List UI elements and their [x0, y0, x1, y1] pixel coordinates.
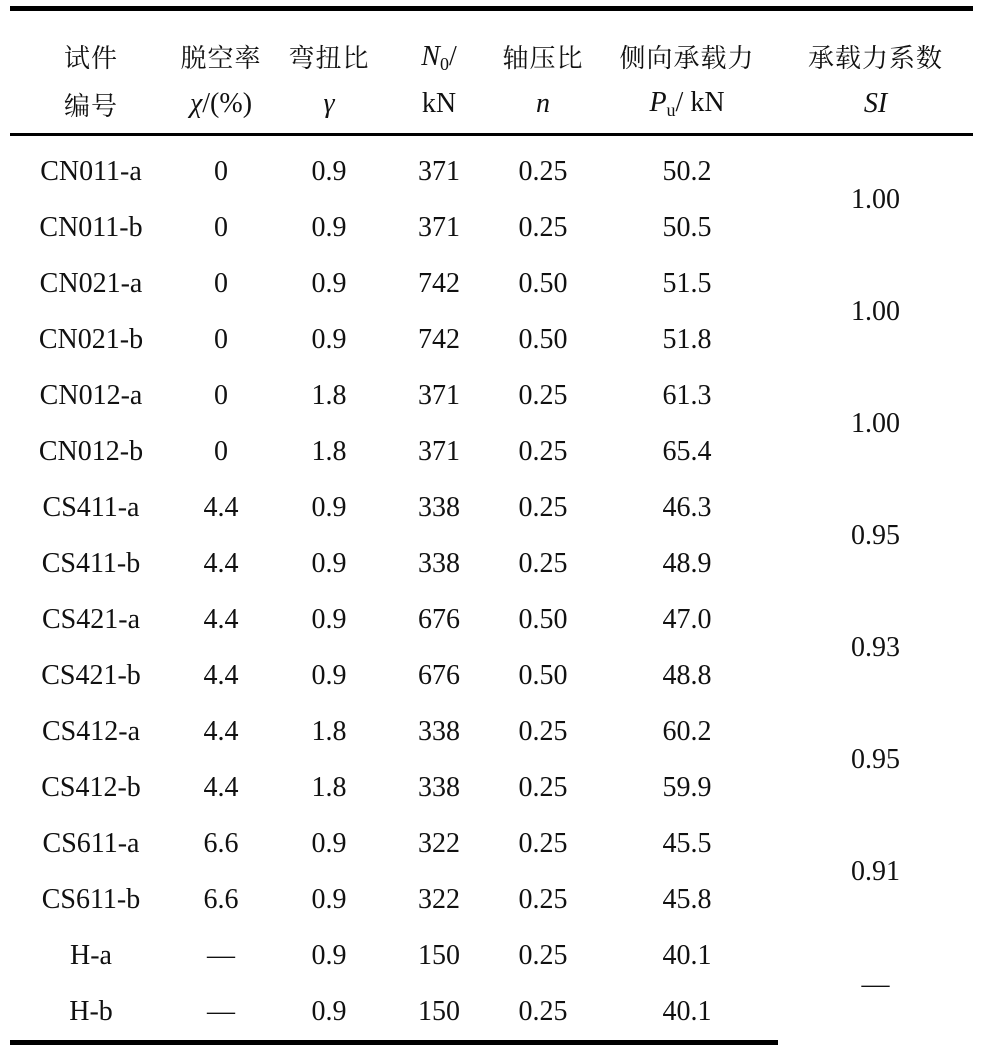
- header-n0-subscript: 0: [439, 54, 449, 74]
- void-ratio-cell: —: [207, 940, 235, 971]
- void-ratio-cell: 4.4: [203, 660, 239, 691]
- axial-load-cell: 338: [418, 492, 460, 523]
- torsion-ratio-cell: 0.9: [311, 212, 347, 243]
- void-ratio-cell: 4.4: [203, 604, 239, 635]
- header-void-unit: /(%): [202, 88, 253, 119]
- specimen-id-cell: CS411-b: [41, 548, 141, 579]
- lateral-capacity-cell: 48.9: [662, 548, 712, 579]
- axial-load-cell: 338: [418, 716, 460, 747]
- specimen-id-cell: CS421-a: [42, 604, 140, 635]
- header-lateral-line2: [596, 75, 778, 135]
- lateral-capacity-cell: 50.5: [662, 212, 712, 243]
- capacity-coefficient-cell: 0.95: [851, 520, 900, 551]
- table-row: [10, 928, 973, 984]
- specimen-id-cell: CN021-b: [38, 324, 144, 355]
- lateral-capacity-cell: 61.3: [662, 380, 712, 411]
- lateral-capacity-cell: 45.5: [662, 828, 712, 859]
- specimen-id-cell: CS611-a: [42, 828, 140, 859]
- axial-ratio-cell: 0.25: [518, 828, 568, 859]
- specimen-id-cell: CN011-b: [39, 212, 143, 243]
- specimen-id-cell: CS611-b: [41, 884, 141, 915]
- header-lateral-line1: 侧向承载力: [619, 44, 755, 74]
- axial-ratio-cell: 0.25: [518, 212, 568, 243]
- table-body: [10, 135, 973, 1043]
- axial-ratio-cell: 0.25: [518, 548, 568, 579]
- capacity-coefficient-cell: 0.91: [851, 856, 900, 887]
- capacity-coefficient-cell: 0.93: [851, 632, 900, 663]
- axial-ratio-cell: 0.25: [518, 492, 568, 523]
- header-axial-symbol: n: [490, 75, 596, 135]
- table-row: [10, 816, 973, 872]
- void-ratio-cell: 4.4: [203, 492, 239, 523]
- table-header: [10, 9, 973, 135]
- header-n0-unit: kN: [388, 75, 490, 135]
- axial-ratio-cell: 0.25: [490, 984, 596, 1043]
- torsion-ratio-cell: 1.8: [311, 436, 347, 467]
- header-si-line1: 承载力系数: [807, 44, 943, 74]
- lateral-capacity-cell: 48.8: [662, 660, 712, 691]
- table-row: [10, 480, 973, 536]
- specimen-id-cell: CN012-b: [38, 436, 144, 467]
- torsion-ratio-cell: 0.9: [311, 604, 347, 635]
- axial-load-cell: 338: [418, 772, 460, 803]
- axial-load-cell: 150: [418, 940, 460, 971]
- capacity-coefficient-cell: 1.00: [851, 408, 900, 439]
- axial-ratio-cell: 0.50: [518, 604, 568, 635]
- capacity-coefficient-cell: —: [861, 969, 890, 1001]
- void-ratio-cell: 0: [214, 436, 228, 467]
- header-torsion-symbol: γ: [270, 75, 388, 135]
- data-table-container: [10, 6, 973, 1045]
- torsion-ratio-cell: 0.9: [311, 156, 347, 187]
- torsion-ratio-cell: 0.9: [311, 940, 347, 971]
- axial-ratio-cell: 0.25: [518, 772, 568, 803]
- header-row-2: [10, 75, 973, 135]
- torsion-ratio-cell: 0.9: [270, 984, 388, 1043]
- void-ratio-cell: 4.4: [203, 548, 239, 579]
- axial-ratio-cell: 0.25: [518, 380, 568, 411]
- header-void-symbol: χ: [189, 88, 203, 119]
- table-row: [10, 135, 973, 201]
- header-n0-slash: /: [448, 41, 457, 72]
- header-lateral-subscript: u: [666, 100, 676, 120]
- header-n0-symbol: N: [421, 41, 440, 72]
- specimen-table: [10, 6, 973, 1045]
- specimen-id-cell: CS412-b: [41, 772, 141, 803]
- specimen-id-cell: CN011-a: [40, 156, 142, 187]
- specimen-id-cell: CS411-a: [42, 492, 140, 523]
- lateral-capacity-cell: 47.0: [662, 604, 712, 635]
- torsion-ratio-cell: 1.8: [311, 380, 347, 411]
- axial-load-cell: 322: [418, 884, 460, 915]
- void-ratio-cell: 4.4: [203, 772, 239, 803]
- axial-ratio-cell: 0.25: [518, 436, 568, 467]
- torsion-ratio-cell: 0.9: [311, 324, 347, 355]
- table-row: [10, 368, 973, 424]
- specimen-id-cell: H-b: [10, 984, 172, 1043]
- axial-ratio-cell: 0.25: [518, 716, 568, 747]
- axial-load-cell: 676: [418, 660, 460, 691]
- torsion-ratio-cell: 0.9: [311, 548, 347, 579]
- specimen-id-cell: H-a: [70, 940, 112, 971]
- axial-load-cell: 371: [418, 436, 460, 467]
- lateral-capacity-cell: 45.8: [662, 884, 712, 915]
- axial-load-cell: 676: [418, 604, 460, 635]
- torsion-ratio-cell: 0.9: [311, 492, 347, 523]
- header-id-line2: 编号: [10, 75, 172, 135]
- capacity-coefficient-cell: 1.00: [851, 184, 900, 215]
- axial-ratio-cell: 0.25: [518, 940, 568, 971]
- lateral-capacity-cell: 59.9: [662, 772, 712, 803]
- header-row-1: [10, 9, 973, 76]
- capacity-coefficient-cell: 1.00: [851, 296, 900, 327]
- lateral-capacity-cell: 40.1: [596, 984, 778, 1043]
- lateral-capacity-cell: 51.5: [662, 268, 712, 299]
- void-ratio-cell: 0: [214, 212, 228, 243]
- torsion-ratio-cell: 0.9: [311, 884, 347, 915]
- torsion-ratio-cell: 0.9: [311, 660, 347, 691]
- header-void-line2: [172, 75, 270, 135]
- lateral-capacity-cell: 40.1: [662, 940, 712, 971]
- void-ratio-cell: 0: [214, 268, 228, 299]
- axial-ratio-cell: 0.50: [518, 324, 568, 355]
- specimen-id-cell: CN021-a: [39, 268, 143, 299]
- table-row: [10, 256, 973, 312]
- void-ratio-cell: —: [172, 984, 270, 1043]
- void-ratio-cell: 4.4: [203, 716, 239, 747]
- axial-load-cell: 371: [418, 212, 460, 243]
- torsion-ratio-cell: 0.9: [311, 268, 347, 299]
- void-ratio-cell: 0: [214, 380, 228, 411]
- torsion-ratio-cell: 1.8: [311, 716, 347, 747]
- lateral-capacity-cell: 51.8: [662, 324, 712, 355]
- header-lateral-symbol: P: [649, 87, 667, 118]
- void-ratio-cell: 6.6: [203, 828, 239, 859]
- torsion-ratio-cell: 1.8: [311, 772, 347, 803]
- lateral-capacity-cell: 60.2: [662, 716, 712, 747]
- lateral-capacity-cell: 65.4: [662, 436, 712, 467]
- lateral-capacity-cell: 46.3: [662, 492, 712, 523]
- axial-load-cell: 742: [418, 268, 460, 299]
- table-row: [10, 704, 973, 760]
- specimen-id-cell: CS421-b: [41, 660, 141, 691]
- table-row: [10, 592, 973, 648]
- axial-load-cell: 338: [418, 548, 460, 579]
- header-axial-line1: 轴压比: [502, 44, 584, 74]
- header-torsion-line1: 弯扭比: [288, 44, 370, 74]
- capacity-coefficient-cell: 0.95: [851, 744, 900, 775]
- void-ratio-cell: 0: [214, 156, 228, 187]
- axial-load-cell: 371: [418, 380, 460, 411]
- header-n0-line1: [388, 9, 490, 76]
- axial-load-cell: 742: [418, 324, 460, 355]
- axial-load-cell: 371: [418, 156, 460, 187]
- axial-load-cell: 150: [388, 984, 490, 1043]
- header-si-symbol: SI: [778, 75, 973, 135]
- header-lateral-unit: / kN: [675, 87, 725, 118]
- specimen-id-cell: CS412-a: [42, 716, 140, 747]
- torsion-ratio-cell: 0.9: [311, 828, 347, 859]
- axial-ratio-cell: 0.50: [518, 268, 568, 299]
- axial-ratio-cell: 0.50: [518, 660, 568, 691]
- void-ratio-cell: 0: [214, 324, 228, 355]
- header-void-line1: 脱空率: [180, 44, 262, 74]
- axial-load-cell: 322: [418, 828, 460, 859]
- specimen-id-cell: CN012-a: [39, 380, 143, 411]
- axial-ratio-cell: 0.25: [518, 156, 568, 187]
- lateral-capacity-cell: 50.2: [662, 156, 712, 187]
- void-ratio-cell: 6.6: [203, 884, 239, 915]
- header-id-line1: 试件: [63, 44, 118, 74]
- axial-ratio-cell: 0.25: [518, 884, 568, 915]
